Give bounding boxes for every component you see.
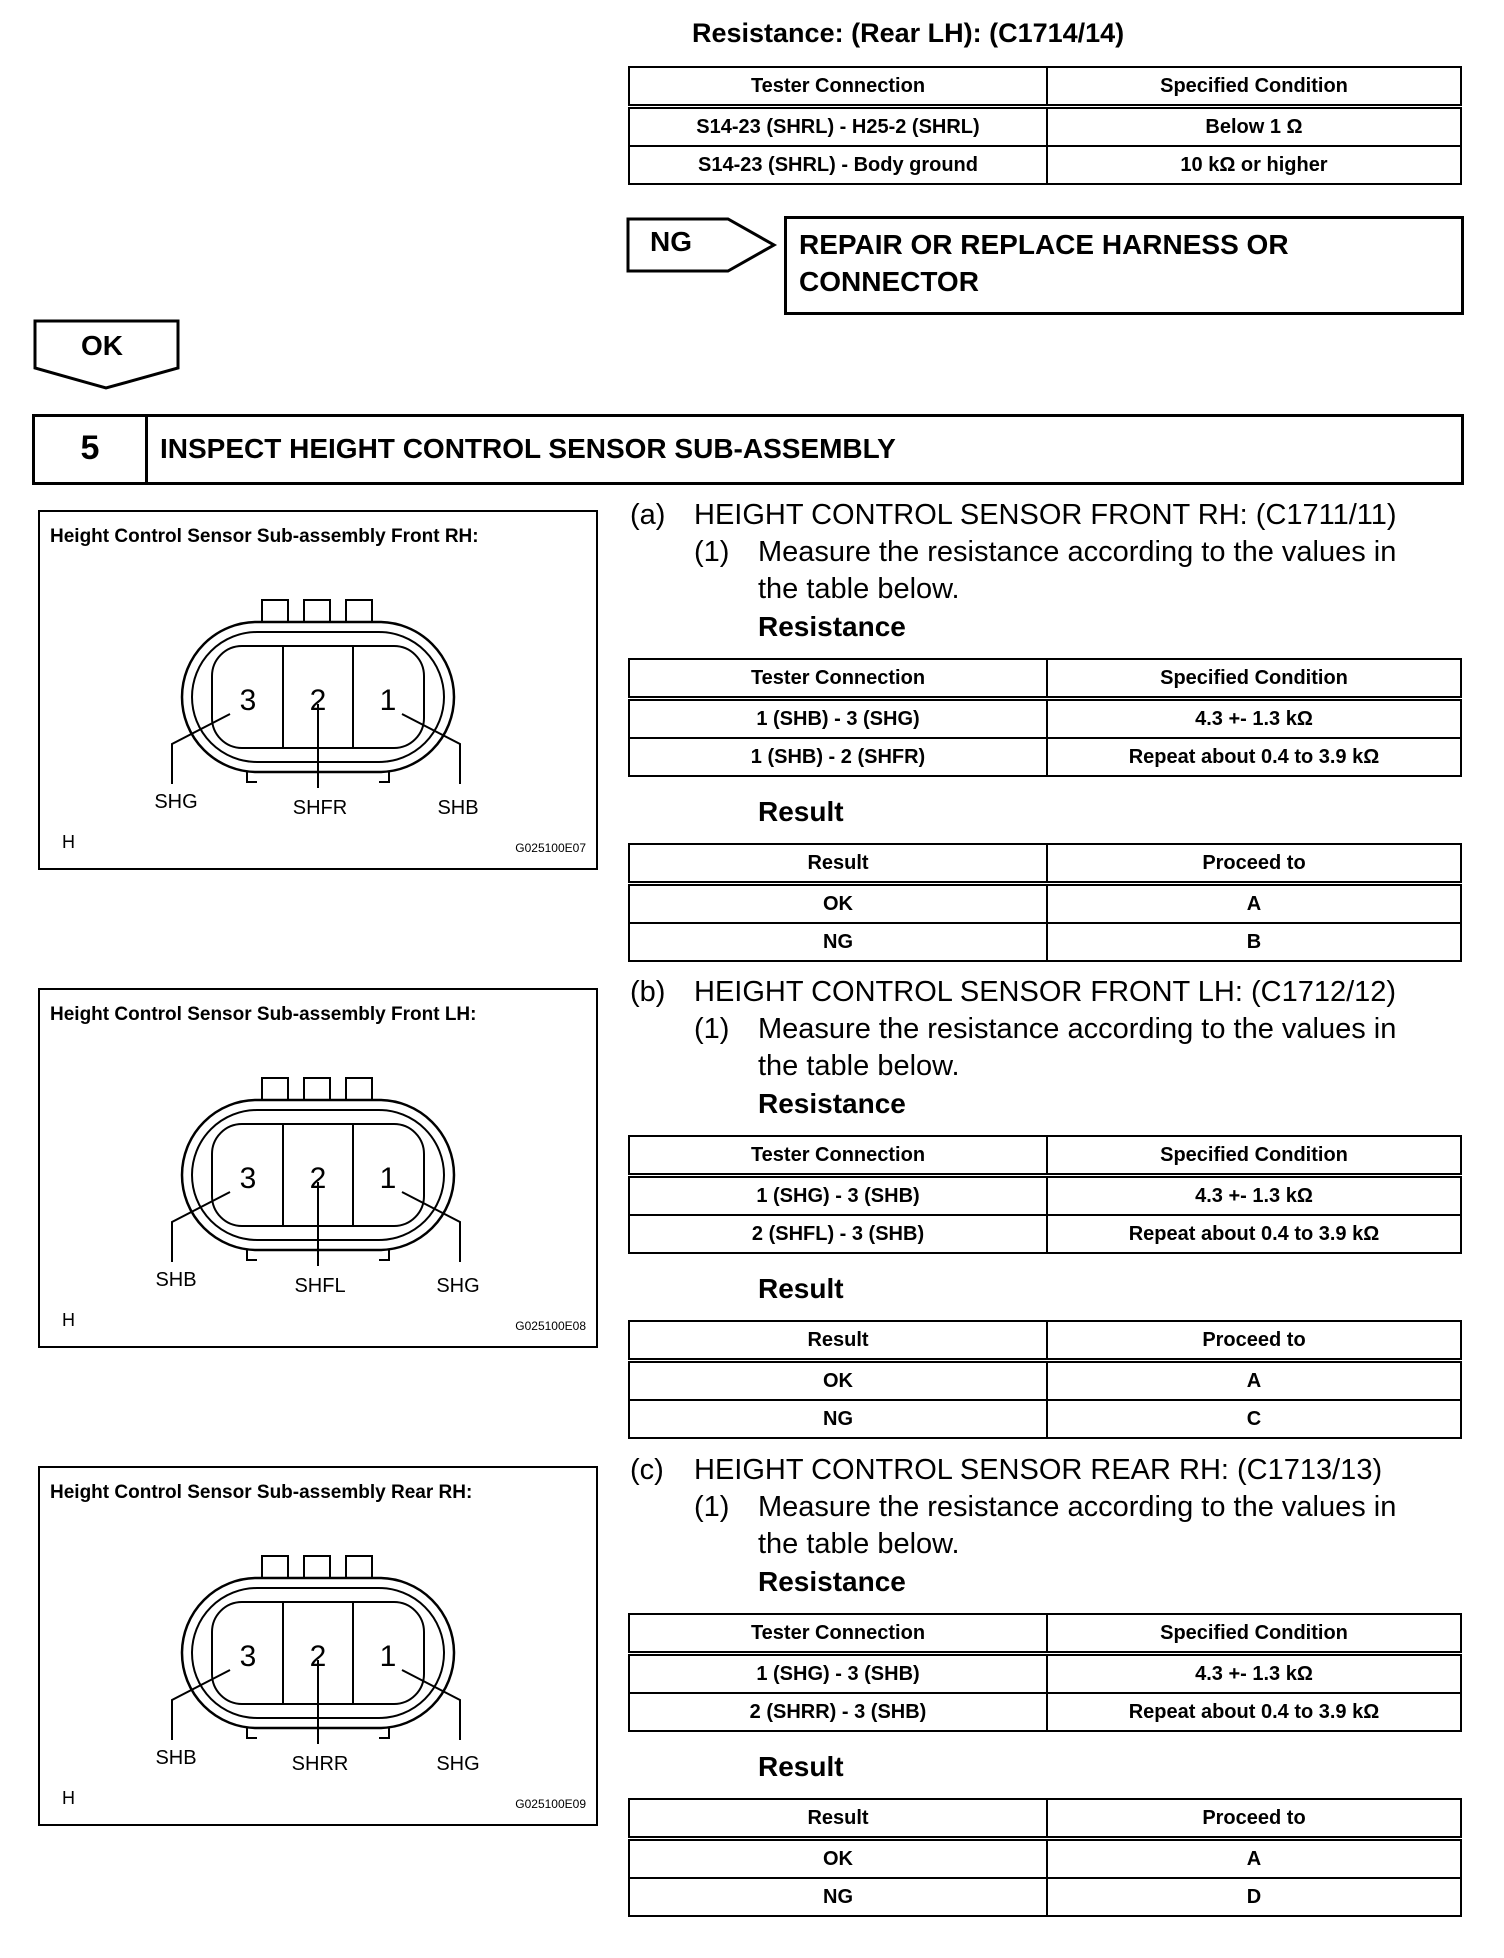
pin-label: 2 (309, 684, 327, 717)
resistance-table (628, 658, 1462, 777)
table-header-cell: Proceed to (1047, 1321, 1461, 1361)
table-header-cell: Specified Condition (1047, 67, 1461, 107)
table-cell: 1 (SHB) - 2 (SHFR) (629, 738, 1047, 776)
figure-corner-mark: H (62, 1788, 75, 1808)
ng-arrow-icon (626, 216, 778, 274)
wire-label-left: SHG (154, 791, 198, 813)
step-header (32, 414, 1464, 485)
table-header-cell: Proceed to (1047, 844, 1461, 884)
result-table (628, 1798, 1462, 1917)
table-header-row (629, 844, 1461, 884)
ng-label: NG (650, 226, 692, 257)
figure-corner-mark: H (62, 1310, 75, 1330)
section-letter: (a) (630, 499, 666, 531)
ok-label: OK (81, 330, 123, 361)
table-header-row (629, 67, 1461, 107)
connector-latch-icon (262, 1556, 372, 1578)
wire-label-middle: SHRR (291, 1753, 349, 1775)
table-cell: 1 (SHG) - 3 (SHB) (629, 1176, 1047, 1216)
table-header-cell: Result (629, 1321, 1047, 1361)
substep-line1: Measure the resistance according to the values in (758, 1491, 1397, 1523)
table-row (629, 107, 1461, 147)
resistance-label: Resistance (758, 1088, 906, 1119)
figure-front-lh (38, 988, 598, 1348)
section-letter: (c) (630, 1454, 664, 1486)
figure-title: Height Control Sensor Sub-assembly Rear RH: (50, 1482, 473, 1503)
table-header-cell: Result (629, 844, 1047, 884)
table-row (629, 699, 1461, 739)
table-cell: 2 (SHRR) - 3 (SHB) (629, 1693, 1047, 1731)
table-header-row (629, 659, 1461, 699)
table-row (629, 1176, 1461, 1216)
table-cell: OK (629, 1361, 1047, 1401)
figure-title: Height Control Sensor Sub-assembly Front RH: (50, 526, 479, 547)
ng-action-line2: CONNECTOR (799, 266, 979, 297)
table-header-cell: Result (629, 1799, 1047, 1839)
result-label: Result (758, 796, 844, 827)
connector-diagram (40, 990, 596, 1346)
table-header-cell: Tester Connection (629, 1614, 1047, 1654)
pin-label: 1 (379, 1640, 397, 1673)
substep-line2: the table below. (758, 1528, 960, 1560)
figure-rear-rh (38, 1466, 598, 1826)
table-cell: 1 (SHG) - 3 (SHB) (629, 1654, 1047, 1694)
table-row (629, 1693, 1461, 1731)
table-header-cell: Specified Condition (1047, 1136, 1461, 1176)
table-cell: C (1047, 1400, 1461, 1438)
result-label: Result (758, 1273, 844, 1304)
connector-latch-icon (262, 600, 372, 622)
figure-title: Height Control Sensor Sub-assembly Front LH: (50, 1004, 477, 1025)
table-cell: A (1047, 1839, 1461, 1879)
pin-label: 3 (239, 684, 257, 717)
connector-diagram (40, 512, 596, 868)
table-cell: Repeat about 0.4 to 3.9 kΩ (1047, 1693, 1461, 1731)
step-number: 5 (80, 429, 100, 467)
step-number-cell (35, 417, 148, 482)
table-cell: 4.3 +- 1.3 kΩ (1047, 1176, 1461, 1216)
top-resistance-table (628, 66, 1462, 185)
pin-label: 2 (309, 1640, 327, 1673)
section-title: HEIGHT CONTROL SENSOR REAR RH: (C1713/13) (694, 1454, 1383, 1486)
table-cell: 1 (SHB) - 3 (SHG) (629, 699, 1047, 739)
ng-action-line1: REPAIR OR REPLACE HARNESS OR (799, 229, 1289, 260)
wire-label-right: SHG (436, 1275, 480, 1297)
table-cell: Repeat about 0.4 to 3.9 kΩ (1047, 738, 1461, 776)
table-row (629, 146, 1461, 184)
table-cell: A (1047, 884, 1461, 924)
table-header-cell: Specified Condition (1047, 1614, 1461, 1654)
figure-code: G025100E08 (515, 1319, 586, 1333)
table-cell: NG (629, 1400, 1047, 1438)
wire-label-right: SHG (436, 1753, 480, 1775)
pin-label: 2 (309, 1162, 327, 1195)
wire-label-left: SHB (155, 1269, 197, 1291)
table-header-row (629, 1614, 1461, 1654)
table-cell: 2 (SHFL) - 3 (SHB) (629, 1215, 1047, 1253)
substep-line2: the table below. (758, 573, 960, 605)
table-cell: Repeat about 0.4 to 3.9 kΩ (1047, 1215, 1461, 1253)
wire-label-left: SHB (155, 1747, 197, 1769)
step-title: INSPECT HEIGHT CONTROL SENSOR SUB-ASSEMBLY (160, 433, 896, 464)
table-cell: A (1047, 1361, 1461, 1401)
table-header-row (629, 1799, 1461, 1839)
pin-label: 3 (239, 1640, 257, 1673)
connector-latch-icon (262, 1078, 372, 1100)
table-cell: 4.3 +- 1.3 kΩ (1047, 1654, 1461, 1694)
table-cell: 10 kΩ or higher (1047, 146, 1461, 184)
table-header-cell: Tester Connection (629, 1136, 1047, 1176)
table-row (629, 1400, 1461, 1438)
table-header-cell: Specified Condition (1047, 659, 1461, 699)
substep-line1: Measure the resistance according to the values in (758, 536, 1397, 568)
figure-front-rh (38, 510, 598, 870)
figure-code: G025100E07 (515, 841, 586, 855)
table-row (629, 1361, 1461, 1401)
table-cell: D (1047, 1878, 1461, 1916)
table-row (629, 1878, 1461, 1916)
resistance-table (628, 1613, 1462, 1732)
table-header-cell: Tester Connection (629, 659, 1047, 699)
table-cell: OK (629, 884, 1047, 924)
substep-line2: the table below. (758, 1050, 960, 1082)
resistance-table (628, 1135, 1462, 1254)
table-cell: S14-23 (SHRL) - H25-2 (SHRL) (629, 107, 1047, 147)
table-row (629, 1839, 1461, 1879)
wire-label-right: SHB (437, 797, 479, 819)
table-cell: NG (629, 1878, 1047, 1916)
table-row (629, 738, 1461, 776)
result-label: Result (758, 1751, 844, 1782)
section-title: HEIGHT CONTROL SENSOR FRONT RH: (C1711/11) (694, 499, 1397, 531)
pin-label: 3 (239, 1162, 257, 1195)
result-table (628, 843, 1462, 962)
table-cell: 4.3 +- 1.3 kΩ (1047, 699, 1461, 739)
wire-label-middle: SHFR (292, 797, 348, 819)
table-header-cell: Tester Connection (629, 67, 1047, 107)
table-header-cell: Proceed to (1047, 1799, 1461, 1839)
table-cell: Below 1 Ω (1047, 107, 1461, 147)
substep-number: (1) (694, 536, 730, 568)
table-cell: OK (629, 1839, 1047, 1879)
substep-number: (1) (694, 1491, 730, 1523)
top-heading: Resistance: (Rear LH): (C1714/14) (692, 18, 1125, 48)
connector-diagram (40, 1468, 596, 1824)
result-table (628, 1320, 1462, 1439)
substep-number: (1) (694, 1013, 730, 1045)
table-header-row (629, 1321, 1461, 1361)
ng-action-box (784, 216, 1464, 315)
table-row (629, 884, 1461, 924)
wire-label-middle: SHFL (294, 1275, 346, 1297)
pin-label: 1 (379, 1162, 397, 1195)
resistance-label: Resistance (758, 1566, 906, 1597)
table-cell: S14-23 (SHRL) - Body ground (629, 146, 1047, 184)
resistance-label: Resistance (758, 611, 906, 642)
substep-line1: Measure the resistance according to the values in (758, 1013, 1397, 1045)
table-cell: B (1047, 923, 1461, 961)
table-row (629, 923, 1461, 961)
section-title: HEIGHT CONTROL SENSOR FRONT LH: (C1712/12) (694, 976, 1397, 1008)
table-header-row (629, 1136, 1461, 1176)
table-row (629, 1215, 1461, 1253)
pin-label: 1 (379, 684, 397, 717)
figure-corner-mark: H (62, 832, 75, 852)
table-row (629, 1654, 1461, 1694)
figure-code: G025100E09 (515, 1797, 586, 1811)
section-letter: (b) (630, 976, 666, 1008)
table-cell: NG (629, 923, 1047, 961)
